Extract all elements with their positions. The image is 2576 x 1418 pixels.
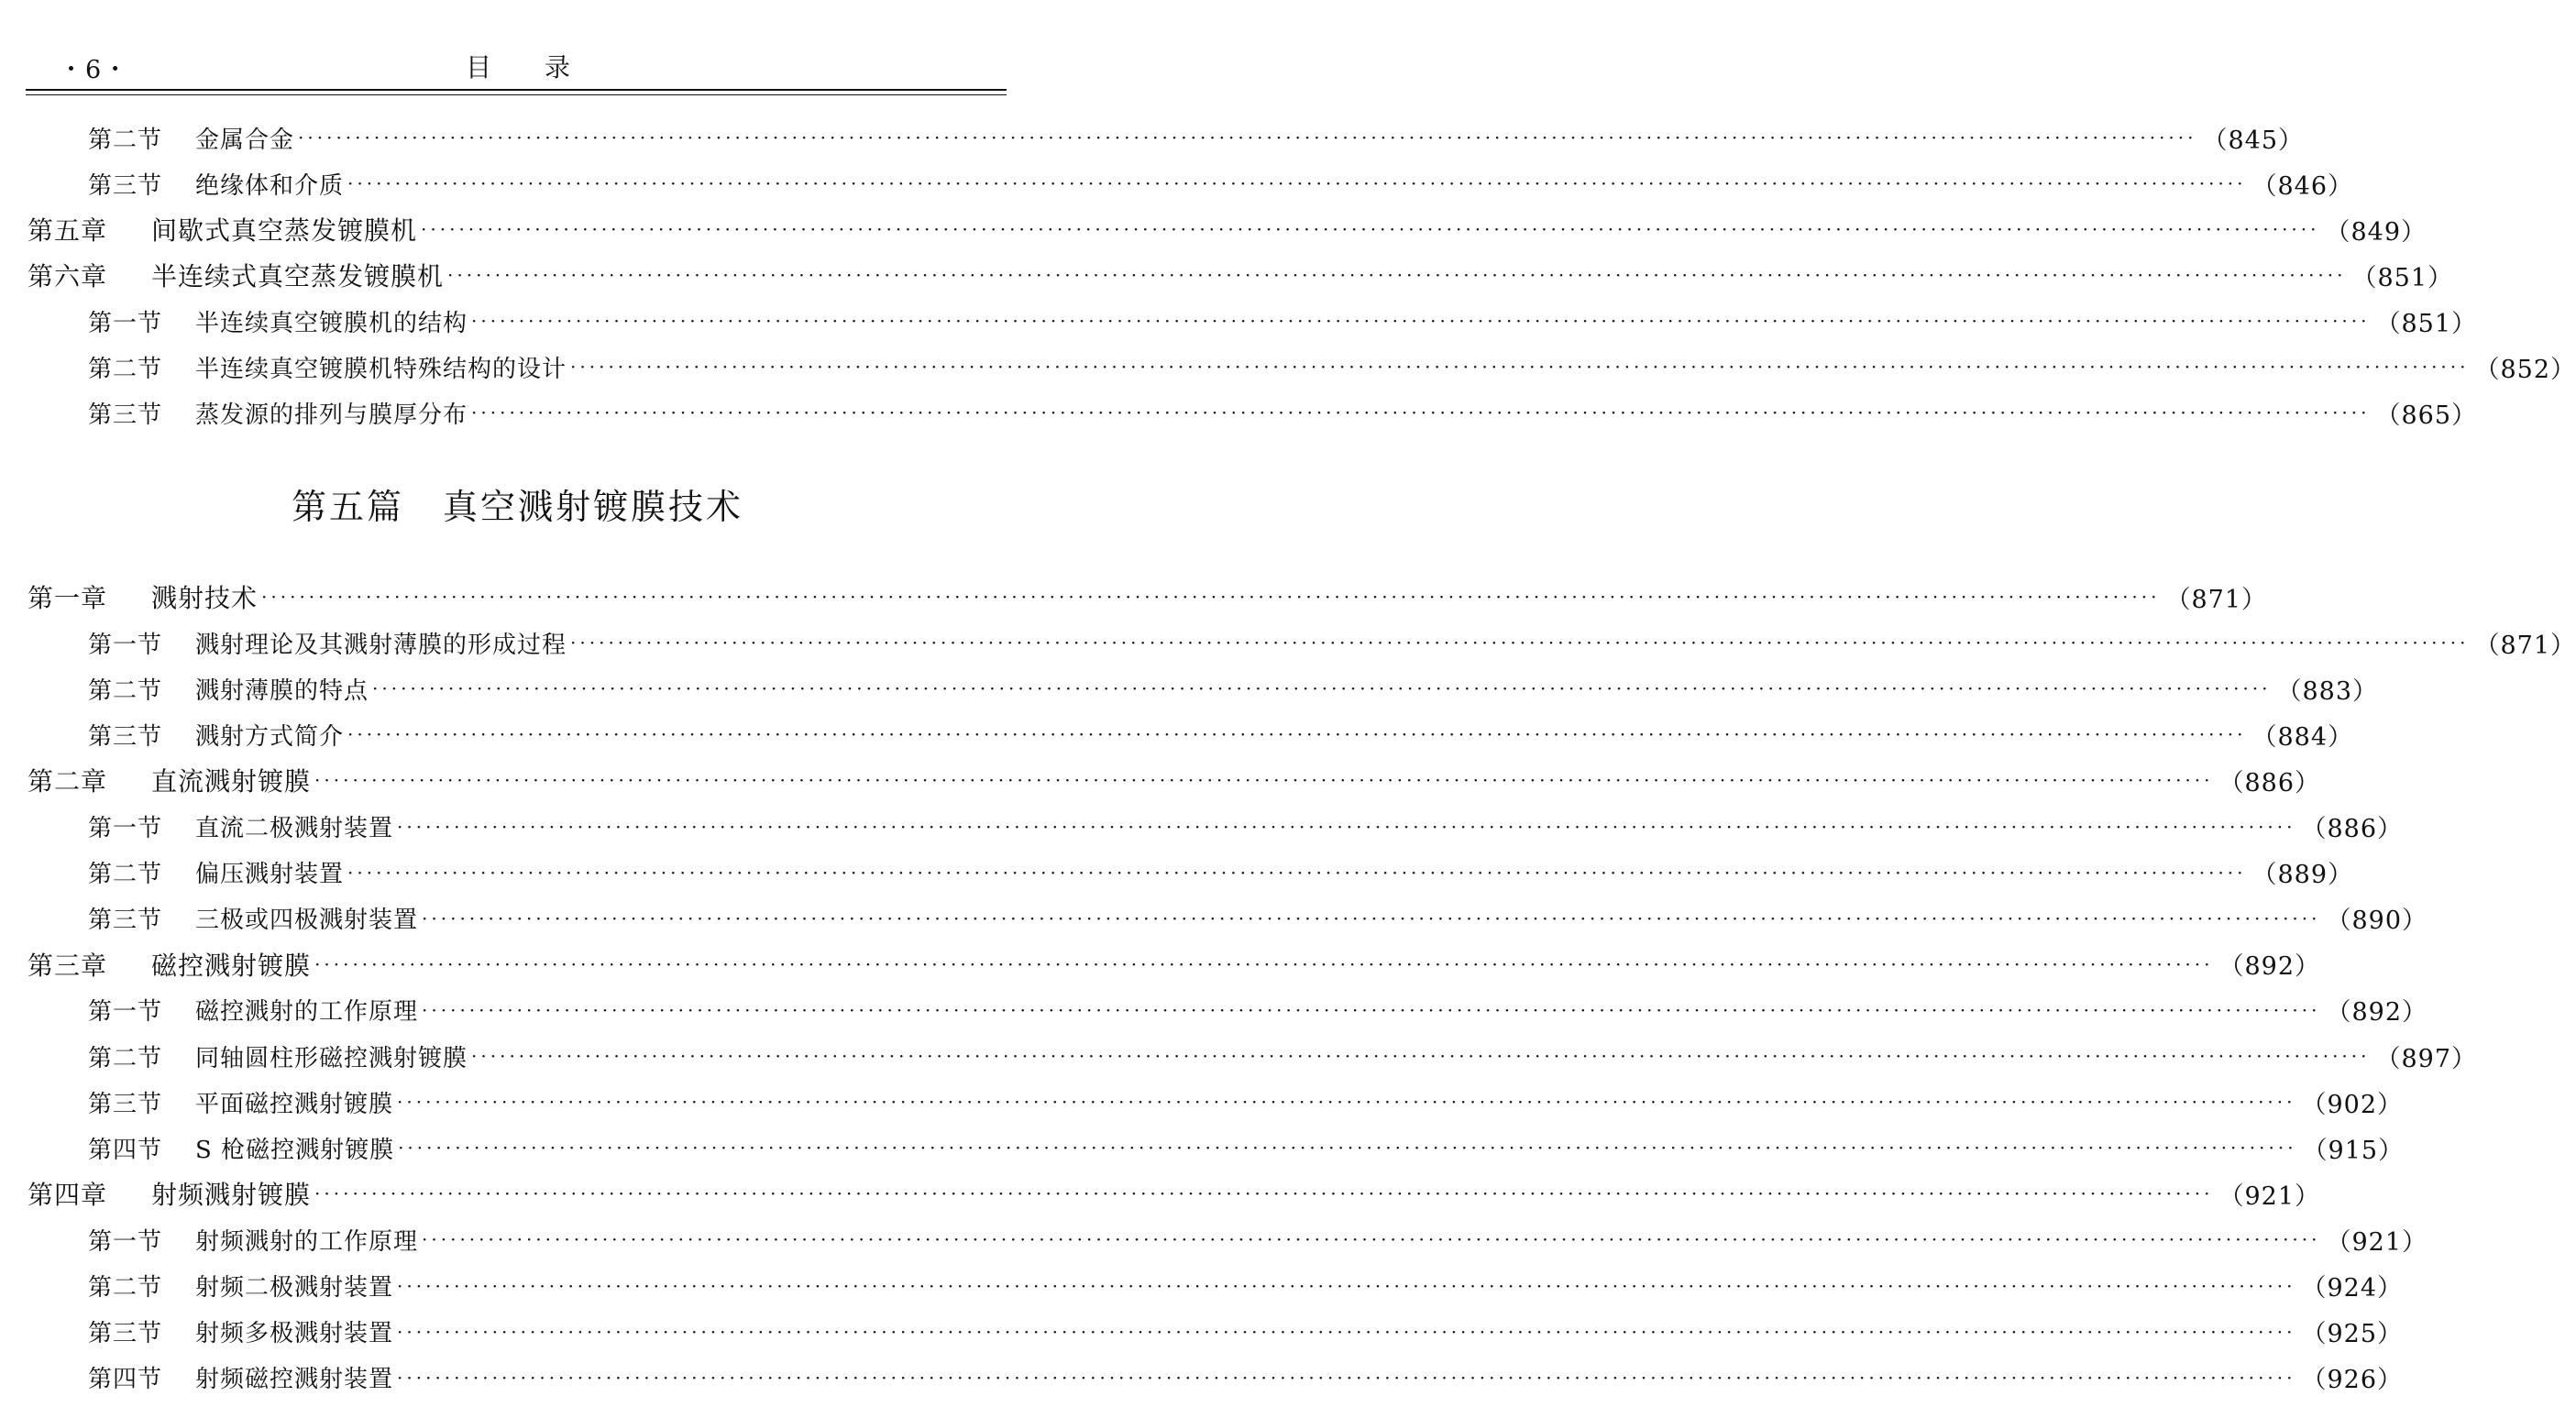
chapter-title: 溅射技术 xyxy=(151,583,259,613)
header-rule-thick xyxy=(26,89,1007,91)
toc-section-row xyxy=(88,302,2478,339)
toc-chapter-row xyxy=(28,257,2454,293)
page-reference: （871） xyxy=(2474,631,2576,660)
dot-leader: ········································································································································································································ xyxy=(298,126,2197,148)
chapter-label: 第四章 xyxy=(28,1180,108,1211)
toc-section-row xyxy=(88,854,2354,891)
section-title: S 枪磁控溅射镀膜 xyxy=(195,1136,395,1164)
dot-leader: ········································································································································································································ xyxy=(314,1182,2214,1205)
dot-leader: ········································································································································································································ xyxy=(422,1228,2321,1251)
section-label: 第三节 xyxy=(88,722,163,751)
header-rule-thin xyxy=(26,94,1007,95)
section-title: 蒸发源的排列与膜厚分布 xyxy=(195,401,468,429)
dot-leader: ········································································································································································································ xyxy=(421,218,2320,240)
section-title: 溅射理论及其溅射薄膜的形成过程 xyxy=(195,631,567,659)
dot-leader: ········································································································································································································ xyxy=(570,632,2470,654)
section-title: 射频磁控溅射装置 xyxy=(195,1366,394,1394)
running-title: 目录 xyxy=(466,52,624,82)
toc-section-row xyxy=(88,1314,2404,1350)
page-reference: （883） xyxy=(2276,676,2379,706)
toc-chapter-row xyxy=(28,1175,2321,1212)
toc-section-row xyxy=(88,716,2354,753)
page-reference: （892） xyxy=(2218,952,2321,982)
section-title: 平面磁控溅射镀膜 xyxy=(195,1090,394,1118)
running-header xyxy=(26,46,1007,82)
toc-section-row xyxy=(88,1083,2404,1120)
section-label: 第三节 xyxy=(88,171,163,200)
page-reference: （865） xyxy=(2375,401,2478,430)
toc-section-row xyxy=(88,1359,2404,1396)
section-title: 三极或四极溅射装置 xyxy=(195,907,419,935)
page-reference: （892） xyxy=(2326,998,2428,1028)
chapter-title: 射频溅射镀膜 xyxy=(151,1180,312,1211)
page-number: ・6・ xyxy=(59,56,130,84)
dot-leader: ········································································································································································································ xyxy=(397,1274,2296,1297)
dot-leader: ········································································································································································································ xyxy=(397,1320,2296,1343)
section-title: 射频溅射的工作原理 xyxy=(195,1227,419,1256)
toc-section-row xyxy=(88,1268,2404,1304)
toc-section-row xyxy=(88,165,2354,202)
page-reference: （889） xyxy=(2251,861,2354,890)
chapter-label: 第六章 xyxy=(28,261,108,291)
section-title: 磁控溅射的工作原理 xyxy=(195,998,419,1027)
page-reference: （846） xyxy=(2251,171,2354,201)
section-label: 第四节 xyxy=(88,1366,163,1394)
chapter-label: 第二章 xyxy=(28,766,108,797)
toc-section-row xyxy=(88,900,2428,937)
chapter-title: 直流溅射镀膜 xyxy=(151,766,312,797)
section-label: 第一节 xyxy=(88,815,163,842)
section-title: 偏压溅射装置 xyxy=(195,861,345,889)
toc-chapter-row xyxy=(28,946,2321,983)
section-label: 第二节 xyxy=(88,1044,163,1072)
section-title: 同轴圆柱形磁控溅射镀膜 xyxy=(195,1044,468,1072)
toc-chapter-row xyxy=(28,762,2321,798)
section-label: 第四节 xyxy=(88,1136,163,1164)
page-reference: （890） xyxy=(2326,907,2428,936)
toc-section-row xyxy=(88,670,2379,707)
page-reference: （886） xyxy=(2301,815,2404,843)
page-reference: （851） xyxy=(2351,263,2454,292)
section-title: 溅射薄膜的特点 xyxy=(195,676,369,705)
page-reference: （924） xyxy=(2301,1274,2404,1303)
page-reference: （886） xyxy=(2218,768,2321,797)
dot-leader: ········································································································································································································ xyxy=(397,815,2296,838)
dot-leader: ········································································································································································································ xyxy=(471,401,2371,423)
page-reference: （921） xyxy=(2218,1182,2321,1211)
section-title: 射频多极溅射装置 xyxy=(195,1320,394,1348)
chapter-title: 磁控溅射镀膜 xyxy=(151,950,312,981)
page-reference: （926） xyxy=(2301,1366,2404,1395)
dot-leader: ········································································································································································································ xyxy=(422,998,2321,1021)
dot-leader: ········································································································································································································ xyxy=(447,264,2347,286)
part-title: 真空溅射镀膜技术 xyxy=(443,487,744,527)
section-label: 第一节 xyxy=(88,309,163,337)
section-label: 第二节 xyxy=(88,126,163,154)
toc-section-row xyxy=(88,1129,2405,1166)
section-title: 射频二极溅射装置 xyxy=(195,1274,394,1302)
dot-leader: ········································································································································································································ xyxy=(347,861,2247,884)
section-title: 半连续真空镀膜机的结构 xyxy=(195,309,468,337)
dot-leader: ········································································································································································································ xyxy=(398,1137,2297,1160)
dot-leader: ········································································································································································································ xyxy=(372,677,2272,700)
section-title: 绝缘体和介质 xyxy=(195,171,345,200)
section-label: 第一节 xyxy=(88,998,163,1027)
dot-leader: ········································································································································································································ xyxy=(347,172,2247,194)
toc-section-row xyxy=(88,348,2576,385)
toc-section-row xyxy=(88,1221,2428,1258)
section-label: 第二节 xyxy=(88,1274,163,1302)
page-reference: （902） xyxy=(2301,1090,2404,1119)
page-reference: （871） xyxy=(2165,585,2268,614)
section-title: 溅射方式简介 xyxy=(195,722,345,751)
chapter-title: 间歇式真空蒸发镀膜机 xyxy=(151,215,418,246)
part-heading xyxy=(0,478,1035,529)
chapter-label: 第三章 xyxy=(28,950,108,981)
toc-section-row xyxy=(88,119,2305,156)
section-label: 第一节 xyxy=(88,631,163,659)
dot-leader: ········································································································································································································ xyxy=(397,1366,2296,1389)
page-reference: （845） xyxy=(2202,126,2305,155)
page-reference: （915） xyxy=(2302,1136,2405,1165)
dot-leader: ········································································································································································································ xyxy=(397,1091,2296,1114)
toc-section-row xyxy=(88,394,2478,431)
section-label: 第三节 xyxy=(88,401,163,429)
dot-leader: ········································································································································································································ xyxy=(422,907,2321,929)
section-label: 第三节 xyxy=(88,1320,163,1348)
toc-section-row xyxy=(88,992,2428,1028)
section-label: 第三节 xyxy=(88,1090,163,1118)
dot-leader: ········································································································································································································ xyxy=(314,952,2214,975)
chapter-label: 第五章 xyxy=(28,215,108,246)
dot-leader: ········································································································································································································ xyxy=(570,356,2470,378)
section-label: 第一节 xyxy=(88,1227,163,1256)
section-title: 金属合金 xyxy=(195,126,295,154)
dot-leader: ········································································································································································································ xyxy=(471,1045,2371,1067)
part-label: 第五篇 xyxy=(291,487,404,527)
toc-chapter-row xyxy=(28,578,2268,615)
toc-chapter-row xyxy=(28,211,2427,247)
section-title: 半连续真空镀膜机特殊结构的设计 xyxy=(195,355,567,383)
dot-leader: ········································································································································································································ xyxy=(261,586,2161,608)
toc-section-row xyxy=(88,1038,2478,1074)
page-reference: （884） xyxy=(2251,722,2354,752)
toc-section-row xyxy=(88,808,2404,845)
page-reference: （897） xyxy=(2375,1044,2478,1073)
section-label: 第三节 xyxy=(88,907,163,935)
page-reference: （851） xyxy=(2375,309,2478,338)
chapter-label: 第一章 xyxy=(28,583,108,613)
section-label: 第二节 xyxy=(88,861,163,889)
dot-leader: ········································································································································································································ xyxy=(314,769,2214,792)
chapter-title: 半连续式真空蒸发镀膜机 xyxy=(151,261,445,291)
toc-section-row xyxy=(88,624,2576,661)
page-reference: （849） xyxy=(2325,217,2427,247)
page-reference: （921） xyxy=(2326,1227,2428,1257)
dot-leader: ········································································································································································································ xyxy=(347,723,2247,746)
section-label: 第二节 xyxy=(88,355,163,383)
page-reference: （925） xyxy=(2301,1320,2404,1349)
section-title: 直流二极溅射装置 xyxy=(195,815,394,842)
section-label: 第二节 xyxy=(88,676,163,705)
page-reference: （852） xyxy=(2474,355,2576,384)
dot-leader: ········································································································································································································ xyxy=(471,310,2371,332)
